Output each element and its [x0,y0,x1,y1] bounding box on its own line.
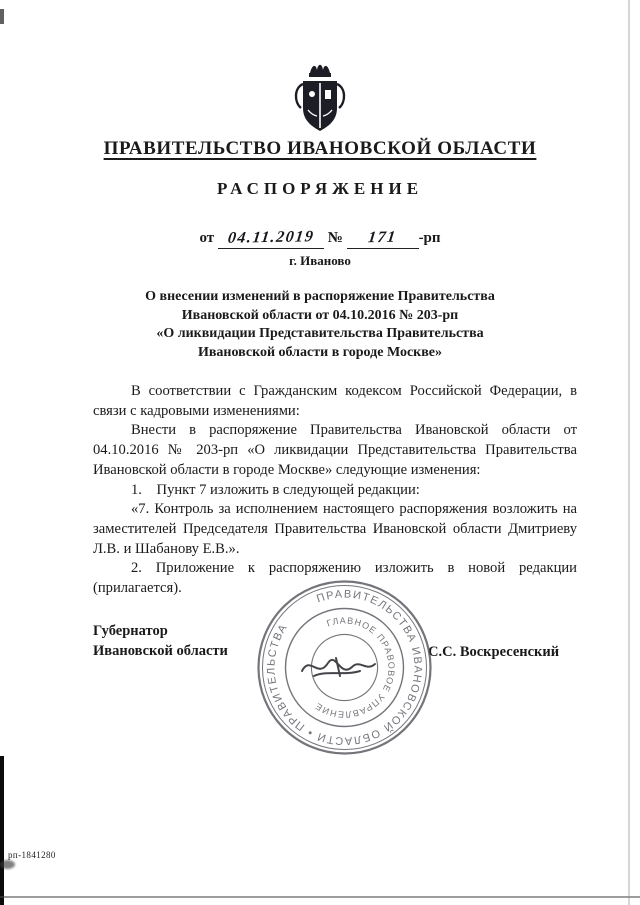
document-body [93,382,577,599]
footer-registration-code: рп-1841280 [8,850,56,860]
number-suffix: -рп [418,230,441,246]
coat-of-arms-icon [291,60,349,134]
date-blank [218,229,324,249]
body-paragraph: «7. Контроль за исполнением настоящего распоряжения возложить на заместителей Председателя Правительства Ивановской области Дмитриеву Л.В. и Шабанову Е.В.». [93,501,577,557]
document-type-title: РАСПОРЯЖЕНИЕ [216,179,424,198]
scan-artifact-right-edge [628,0,630,905]
date-number-line [0,229,640,249]
subject-line: Ивановской области в городе Москве» [197,344,443,360]
subject-line: «О ликвидации Представительства Правительства [156,326,484,341]
handwritten-date: 04.11.2019 [226,228,316,247]
handwritten-signature [302,658,375,676]
handwritten-number: 171 [367,228,398,247]
svg-text:ПРАВИТЕЛЬСТВА ИВАНОВСКОЙ ОБЛ [252,575,437,760]
subject-line: Ивановской области от 04.10.2016 № 203-рп [181,307,459,323]
number-sign-label: № [327,230,343,246]
organization-title: ПРАВИТЕЛЬСТВО ИВАНОВСКОЙ ОБЛАСТИ [103,138,537,159]
signatory-title [93,621,228,661]
date-from-label: от [199,230,215,246]
number-blank [347,229,419,249]
body-paragraph: Внести в распоряжение Правительства Ивановской области от 04.10.2016 № 203-рп «О ликвидации Представительства Правительства Ивановской области в городе Москве» следующие изменения: [93,422,577,478]
official-round-stamp [252,575,437,760]
city-label: г. Иваново [289,253,351,268]
scan-artifact-left-bar [0,756,4,905]
signatory-title-line: Ивановской области [93,643,228,659]
scan-artifact-top-left-mark [0,9,4,24]
signatory-name: С.С. Воскресенский [428,644,560,660]
scan-artifact-smudge [0,860,15,869]
scan-artifact-bottom-edge [0,896,640,898]
signatory-title-line: Губернатор [93,623,168,639]
body-paragraph-item-2: 2. Приложение к распоряжению изложить в новой редакции (прилагается). [93,560,577,597]
document-subject [0,288,640,362]
body-paragraph-item-1: 1. Пункт 7 изложить в следующей редакции: [131,481,420,498]
subject-line: О внесении изменений в распоряжение Правительства [145,289,495,304]
body-paragraph: В соответствии с Гражданским кодексом Российской Федерации, в связи с кадровыми изменениями: [93,383,577,419]
stamp-inner-text: ГЛАВНОЕ ПРАВОВОЕ УПРАВЛЕНИЕ [312,615,397,720]
stamp-outer-text: ПРАВИТЕЛЬСТВА ИВАНОВСКОЙ ОБЛАСТИ • ПРАВИТЕЛЬСТВА [265,588,424,747]
